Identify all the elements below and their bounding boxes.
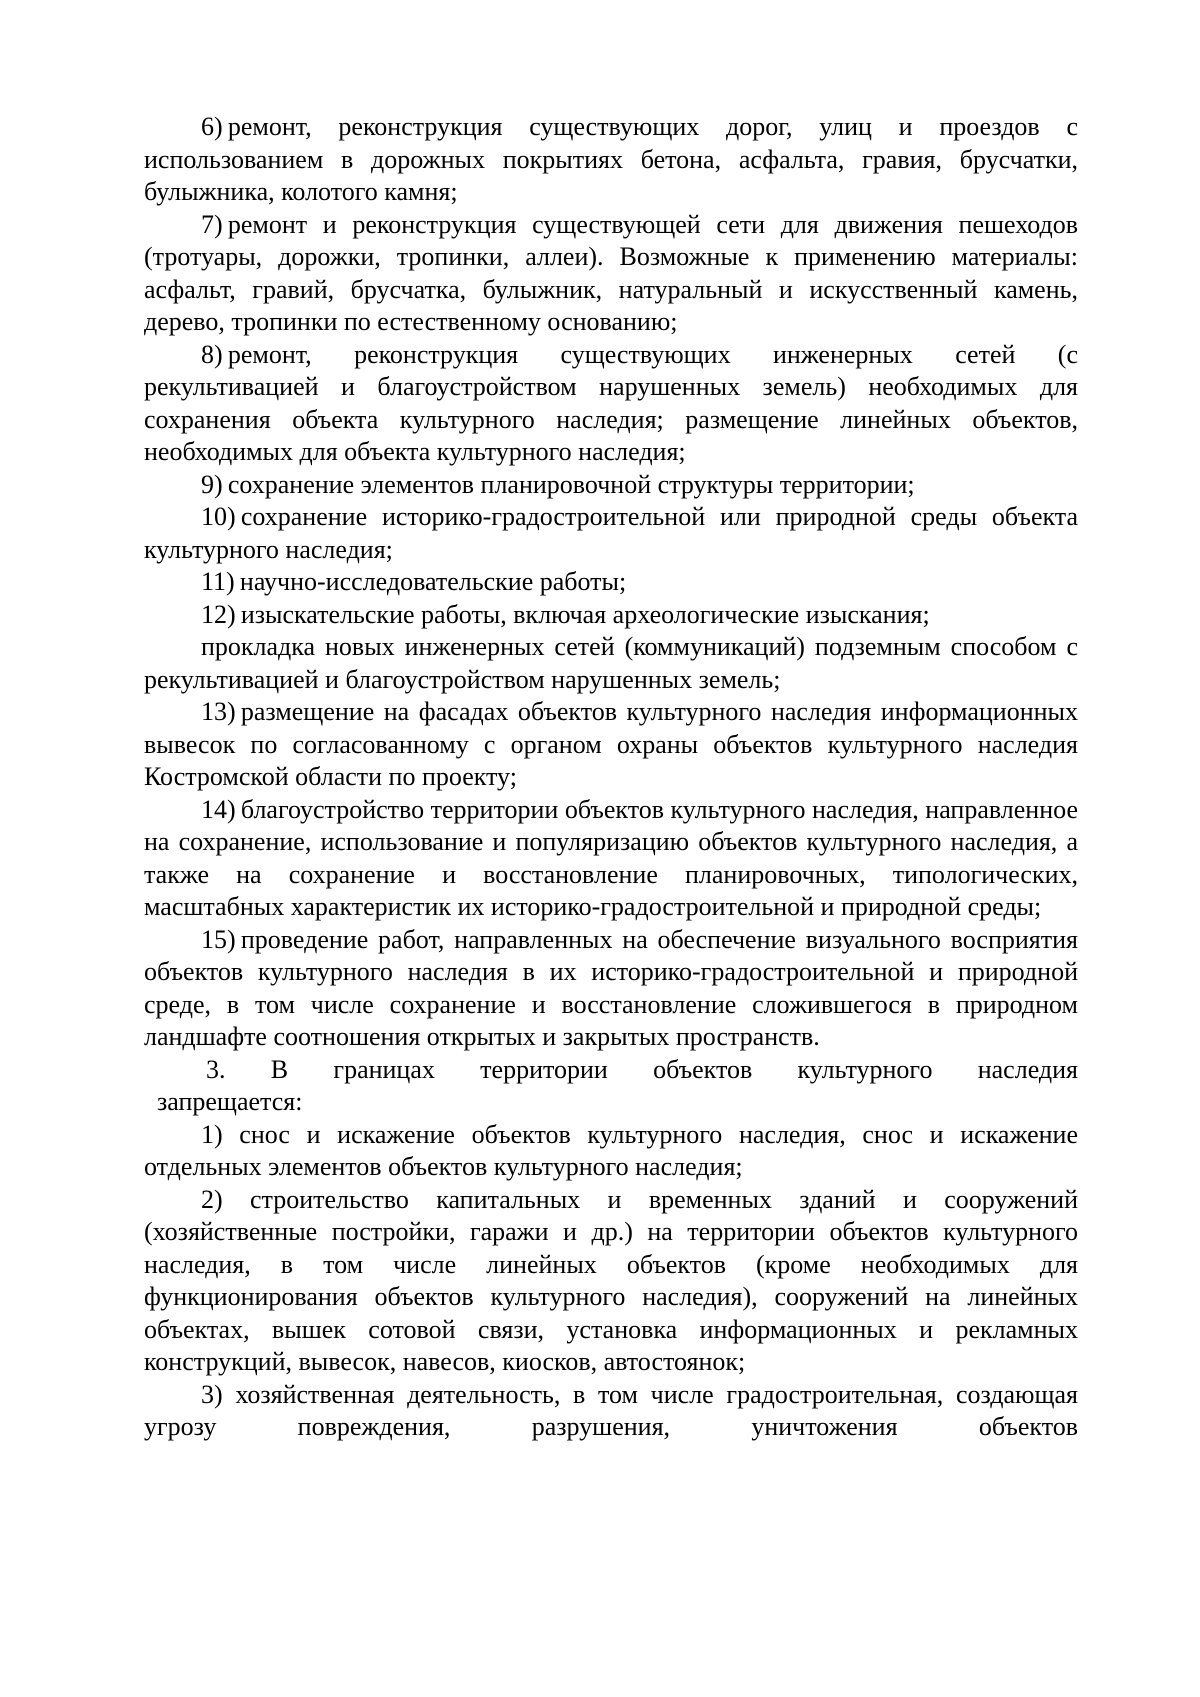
paragraph-item-9: 9) сохранение элементов планировочной структуры территории; xyxy=(201,469,915,499)
paragraph-item-7: 7) ремонт и реконструкция существующей сети для движения пешеходов (тротуары, дорожки, тропинки, аллеи). Возможные к применению материалы: асфальт, гравий, брусчатка, булыжник, натуральный и искусственный камень, дерево, тропинки по естественному основанию; xyxy=(144,209,1078,336)
section-3-heading-continued: запрещается: xyxy=(157,1087,303,1116)
paragraph-networks: прокладка новых инженерных сетей (коммуникаций) подземным способом с рекультивацией и благоустройством нарушенных земель; xyxy=(144,632,1078,694)
paragraph-item-10: 10) сохранение историко-градостроительной или природной среды объекта культурного наследия; xyxy=(144,502,1078,564)
paragraph-item-6: 6) ремонт, реконструкция существующих дорог, улиц и проездов с использованием в дорожных покрытиях бетона, асфальта, гравия, брусчатки, булыжника, колотого камня; xyxy=(144,112,1078,206)
paragraph-item-13: 13) размещение на фасадах объектов культурного наследия информационных вывесок по согласованному с органом охраны объектов культурного наследия Костромской области по проекту; xyxy=(144,697,1078,791)
prohibition-item-1: 1) снос и искажение объектов культурного наследия, снос и искажение отдельных элементов объектов культурного наследия; xyxy=(144,1119,1078,1181)
prohibition-item-3: 3) хозяйственная деятельность, в том числе градостроительная, создающая угрозу повреждения, разрушения, уничтожения объектов xyxy=(144,1379,1078,1441)
paragraph-item-12: 12) изыскательские работы, включая археологические изыскания; xyxy=(201,599,930,629)
prohibition-item-2: 2) строительство капитальных и временных зданий и сооружений (хозяйственные постройки, гаражи и др.) на территории объектов культурного наследия, в том числе линейных объектов (кроме необходимых для функционирования объектов культурного наследия), сооружений на линейных объектах, вышек сотовой связи, установка информационных и рекламных конструкций, вывесок, навесов, киосков, автостоянок; xyxy=(144,1184,1078,1376)
document-page xyxy=(144,111,1078,1444)
paragraph-item-8: 8) ремонт, реконструкция существующих инженерных сетей (с рекультивацией и благоустройством нарушенных земель) необходимых для сохранения объекта культурного наследия; размещение линейных объектов, необходимых для объекта культурного наследия; xyxy=(144,339,1078,466)
paragraph-item-11: 11) научно-исследовательские работы; xyxy=(201,567,627,596)
paragraph-item-14: 14) благоустройство территории объектов культурного наследия, направленное на сохранение, использование и популяризацию объектов культурного наследия, а также на сохранение и восстановление планировочных, типологических, масштабных характеристик их историко-градостроительной и природной среды; xyxy=(144,794,1078,921)
section-3-heading: 3. В границах территории объектов культурного наследия xyxy=(206,1054,1078,1084)
paragraph-item-15: 15) проведение работ, направленных на обеспечение визуального восприятия объектов культурного наследия в их историко-градостроительной и природной среде, в том числе сохранение и восстановление сложившегося в природном ландшафте соотношения открытых и закрытых пространств. xyxy=(144,924,1078,1051)
